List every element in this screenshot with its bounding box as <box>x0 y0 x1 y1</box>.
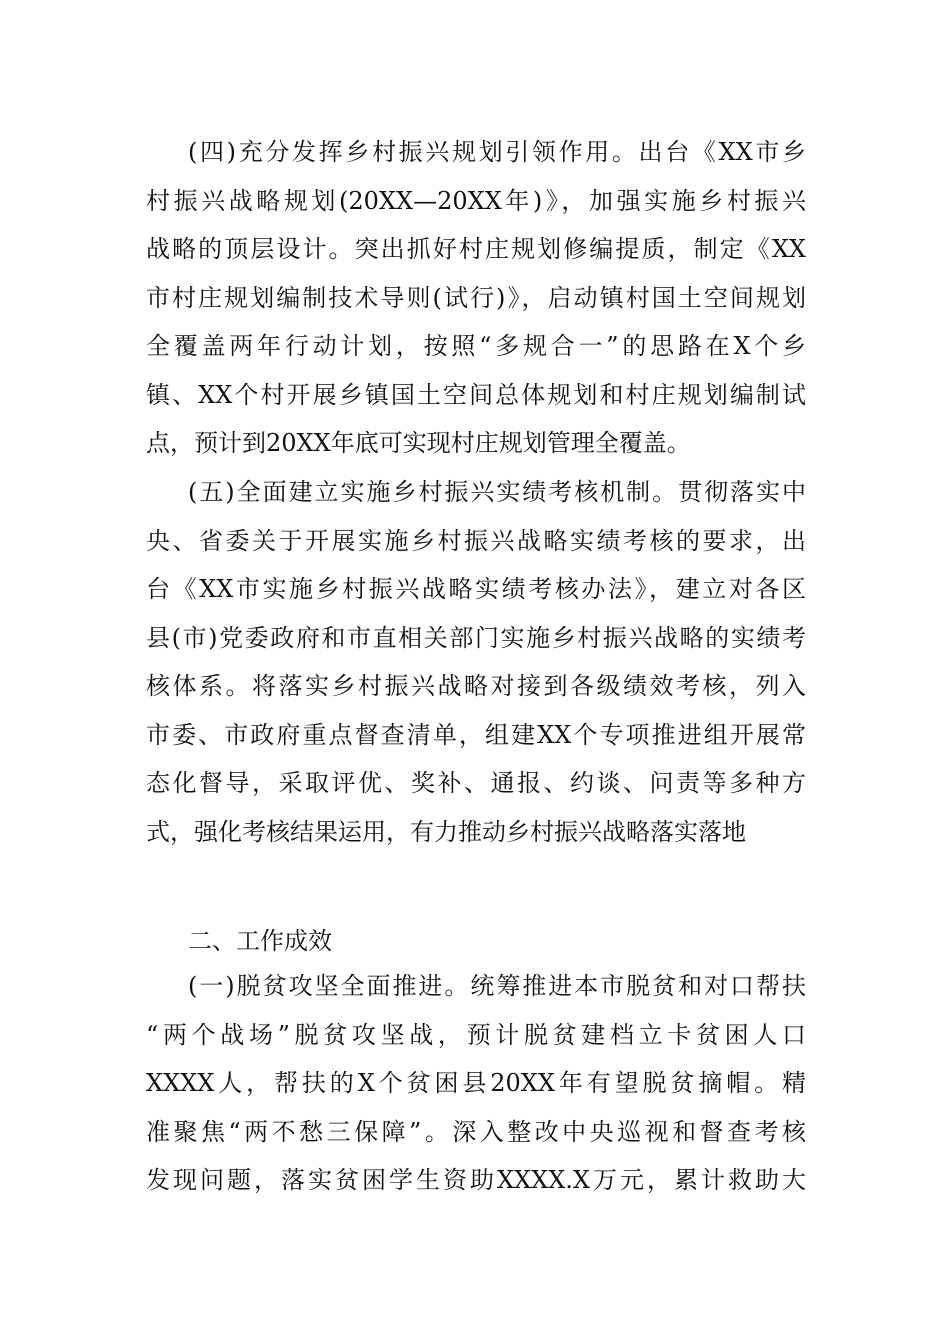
paragraph-line: 央、省委关于开展实施乡村振兴战略实绩考核的要求，出 <box>146 526 806 555</box>
paragraph-line: (四)充分发挥乡村振兴规划引领作用。出台《XX市乡 <box>188 138 806 166</box>
paragraph-line: (一)脱贫攻坚全面推进。统筹推进本市脱贫和对口帮扶 <box>188 972 806 1000</box>
paragraph-line: 镇、XX个村开展乡镇国土空间总体规划和村庄规划编制试 <box>146 380 806 409</box>
paragraph-poverty <box>146 962 806 1205</box>
paragraph-line: (五)全面建立实施乡村振兴实绩考核机制。贯彻落实中 <box>188 478 806 506</box>
paragraph-line: 台《XX市实施乡村振兴战略实绩考核办法》，建立对各区 <box>146 575 806 603</box>
paragraph-line: “两个战场”脱贫攻坚战，预计脱贫建档立卡贫困人口 <box>146 1020 806 1049</box>
paragraph-line: XXXX人，帮扶的X个贫困县20XX年有望脱贫摘帽。精 <box>146 1069 806 1097</box>
paragraph-line: 发现问题，落实贫困学生资助XXXX.X万元，累计救助大 <box>146 1166 806 1194</box>
paragraph-line: 村振兴战略规划(20XX—20XX年)》，加强实施乡村振兴 <box>146 186 806 215</box>
paragraph-line: 市村庄规划编制技术导则(试行)》，启动镇村国土空间规划 <box>146 283 806 312</box>
paragraph-line: 市委、市政府重点督查清单，组建XX个专项推进组开展常 <box>146 720 806 749</box>
paragraph-line: 式，强化考核结果运用，有力推动乡村振兴战略落实落地 <box>146 817 746 846</box>
paragraph-line: 准聚焦“两不愁三保障”。深入整改中央巡视和督查考核 <box>146 1117 806 1146</box>
paragraph-line: 全覆盖两年行动计划，按照“多规合一”的思路在X个乡 <box>146 332 806 360</box>
paragraph-line: 核体系。将落实乡村振兴战略对接到各级绩效考核，列入 <box>146 672 806 700</box>
section-heading: 二、工作成效 <box>188 927 332 955</box>
paragraph-line: 点，预计到20XX年底可实现村庄规划管理全覆盖。 <box>146 429 691 457</box>
paragraph-planning <box>146 128 806 468</box>
paragraph-assessment <box>146 468 806 856</box>
paragraph-line: 态化督导，采取评优、奖补、通报、约谈、问责等多种方 <box>146 769 806 797</box>
paragraph-line: 战略的顶层设计。突出抓好村庄规划修编提质，制定《XX <box>146 235 806 263</box>
paragraph-line: 县(市)党委政府和市直相关部门实施乡村振兴战略的实绩考 <box>146 623 806 652</box>
